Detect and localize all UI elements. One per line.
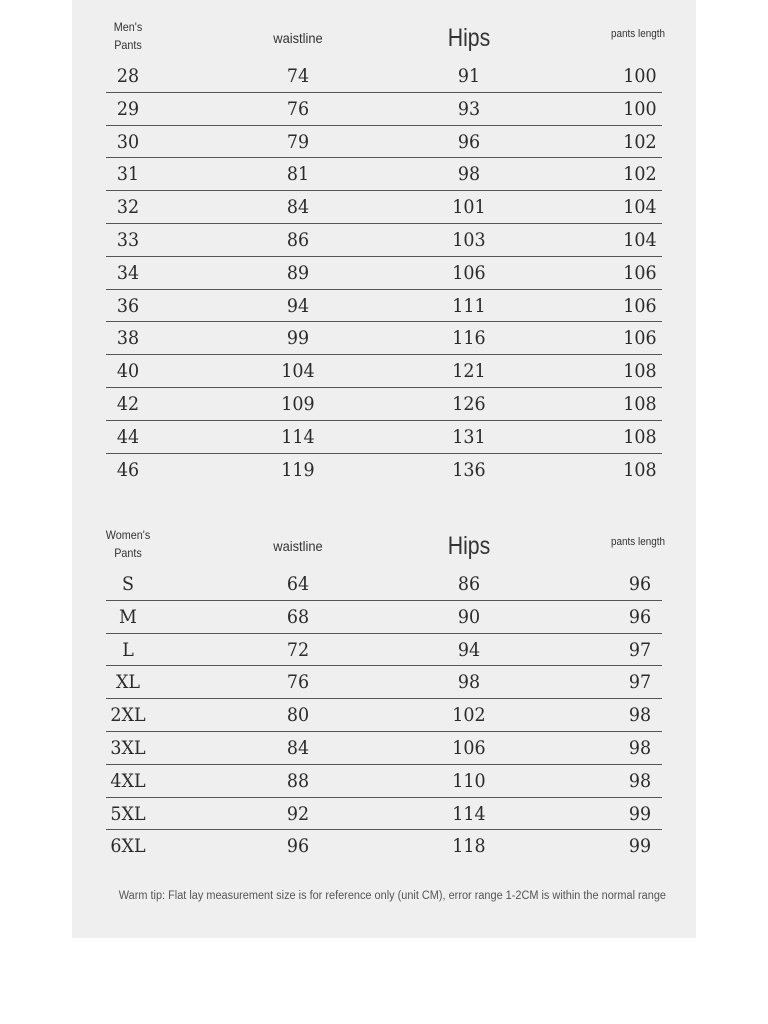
table-row (106, 191, 662, 224)
hips-cell: 86 (457, 573, 481, 595)
size-cell: 6XL (110, 835, 146, 858)
header-pants-length: pants length (611, 536, 665, 548)
hips-cell: 93 (457, 97, 481, 120)
size-cell: 2XL (110, 704, 146, 727)
pants-length-cell: 97 (628, 638, 652, 661)
pants-length-cell: 102 (623, 130, 657, 153)
waistline-cell: 81 (286, 163, 310, 186)
hips-cell: 91 (457, 65, 481, 87)
hips-cell: 126 (452, 392, 486, 415)
table-row (106, 634, 662, 667)
size-cell: 3XL (110, 736, 146, 759)
size-cell: XL (115, 671, 141, 694)
header-waistline: waistline (273, 538, 323, 554)
pants-length-cell: 98 (628, 736, 652, 759)
hips-cell: 116 (452, 327, 486, 350)
hips-cell: 110 (452, 769, 486, 792)
size-cell: 42 (116, 392, 140, 415)
hips-cell: 94 (457, 638, 481, 661)
waistline-cell: 86 (286, 228, 310, 251)
hips-cell: 90 (457, 605, 481, 628)
pants-length-cell: 100 (623, 97, 657, 120)
waistline-cell: 94 (286, 294, 310, 317)
hips-cell: 98 (457, 163, 481, 186)
table-row (106, 322, 662, 355)
table-row (106, 454, 662, 487)
table-row (106, 224, 662, 257)
waistline-cell: 76 (286, 97, 310, 120)
waistline-cell: 88 (286, 769, 310, 792)
pants-length-cell: 108 (623, 458, 657, 481)
hips-cell: 101 (452, 196, 486, 219)
pants-length-cell: 108 (623, 360, 657, 383)
table-row (106, 666, 662, 699)
womens-table-body (106, 568, 662, 863)
size-cell: 33 (116, 228, 140, 251)
table-row (106, 732, 662, 765)
waistline-cell: 119 (281, 458, 315, 481)
waistline-cell: 74 (286, 65, 310, 87)
table-row (106, 126, 662, 159)
pants-length-cell: 106 (623, 327, 657, 350)
waistline-cell: 114 (281, 425, 315, 448)
header-size-label: Men's Pants (113, 20, 143, 52)
header-hips: Hips (447, 24, 491, 52)
pants-length-cell: 108 (623, 392, 657, 415)
hips-cell: 96 (457, 130, 481, 153)
table-row (106, 699, 662, 732)
table-row (106, 60, 662, 93)
pants-length-cell: 106 (623, 261, 657, 284)
size-cell: 40 (116, 360, 140, 383)
hips-cell: 102 (452, 704, 486, 727)
table-row (106, 421, 662, 454)
table-row (106, 158, 662, 191)
warm-tip-note: Warm tip: Flat lay measurement size is for reference only (unit CM), error range 1-2CM is within the normal range (118, 890, 666, 902)
hips-cell: 106 (452, 736, 486, 759)
waistline-cell: 72 (286, 638, 310, 661)
pants-length-cell: 96 (628, 573, 652, 595)
size-cell: M (119, 605, 137, 628)
pants-length-cell: 104 (623, 228, 657, 251)
hips-cell: 98 (457, 671, 481, 694)
size-cell: 34 (116, 261, 140, 284)
hips-cell: 136 (452, 458, 486, 481)
mens-size-table (106, 16, 665, 486)
pants-length-cell: 97 (628, 671, 652, 694)
womens-table-header (105, 524, 665, 568)
size-cell: 46 (116, 458, 140, 481)
hips-cell: 103 (452, 228, 486, 251)
hips-cell: 106 (452, 261, 486, 284)
size-cell: 32 (116, 196, 140, 219)
mens-table-header (106, 16, 665, 60)
header-size-label: Women's Pants (105, 528, 151, 560)
hips-cell: 114 (452, 802, 486, 825)
pants-length-cell: 102 (623, 163, 657, 186)
size-cell: 28 (116, 65, 140, 87)
table-row (106, 568, 662, 601)
table-row (106, 798, 662, 831)
header-hips: Hips (447, 532, 491, 560)
hips-cell: 131 (452, 425, 486, 448)
waistline-cell: 68 (286, 605, 310, 628)
pants-length-cell: 106 (623, 294, 657, 317)
table-row (106, 601, 662, 634)
size-cell: 4XL (110, 769, 146, 792)
mens-table-body (106, 60, 662, 486)
waistline-cell: 64 (286, 573, 310, 595)
waistline-cell: 76 (286, 671, 310, 694)
table-row (106, 290, 662, 323)
size-cell: 38 (116, 327, 140, 350)
waistline-cell: 89 (286, 261, 310, 284)
table-row (106, 765, 662, 798)
size-cell: 5XL (110, 802, 146, 825)
pants-length-cell: 100 (623, 65, 657, 87)
hips-cell: 111 (452, 294, 486, 317)
pants-length-cell: 99 (628, 802, 652, 825)
hips-cell: 121 (452, 360, 486, 383)
waistline-cell: 84 (286, 736, 310, 759)
size-cell: 30 (116, 130, 140, 153)
size-cell: 36 (116, 294, 140, 317)
waistline-cell: 80 (286, 704, 310, 727)
waistline-cell: 92 (286, 802, 310, 825)
size-cell: 31 (116, 163, 140, 186)
table-row (106, 93, 662, 126)
table-row (106, 355, 662, 388)
header-pants-length: pants length (611, 28, 665, 40)
pants-length-cell: 99 (628, 835, 652, 858)
waistline-cell: 99 (286, 327, 310, 350)
womens-size-table (105, 524, 665, 863)
pants-length-cell: 98 (628, 769, 652, 792)
pants-length-cell: 108 (623, 425, 657, 448)
size-cell: L (122, 638, 134, 661)
size-cell: S (122, 573, 134, 595)
waistline-cell: 79 (286, 130, 310, 153)
table-row (106, 830, 662, 863)
waistline-cell: 104 (281, 360, 315, 383)
waistline-cell: 96 (286, 835, 310, 858)
header-waistline: waistline (273, 30, 323, 46)
pants-length-cell: 104 (623, 196, 657, 219)
size-cell: 29 (116, 97, 140, 120)
pants-length-cell: 96 (628, 605, 652, 628)
table-row (106, 257, 662, 290)
table-row (106, 388, 662, 421)
hips-cell: 118 (452, 835, 486, 858)
pants-length-cell: 98 (628, 704, 652, 727)
waistline-cell: 109 (281, 392, 315, 415)
size-cell: 44 (116, 425, 140, 448)
waistline-cell: 84 (286, 196, 310, 219)
